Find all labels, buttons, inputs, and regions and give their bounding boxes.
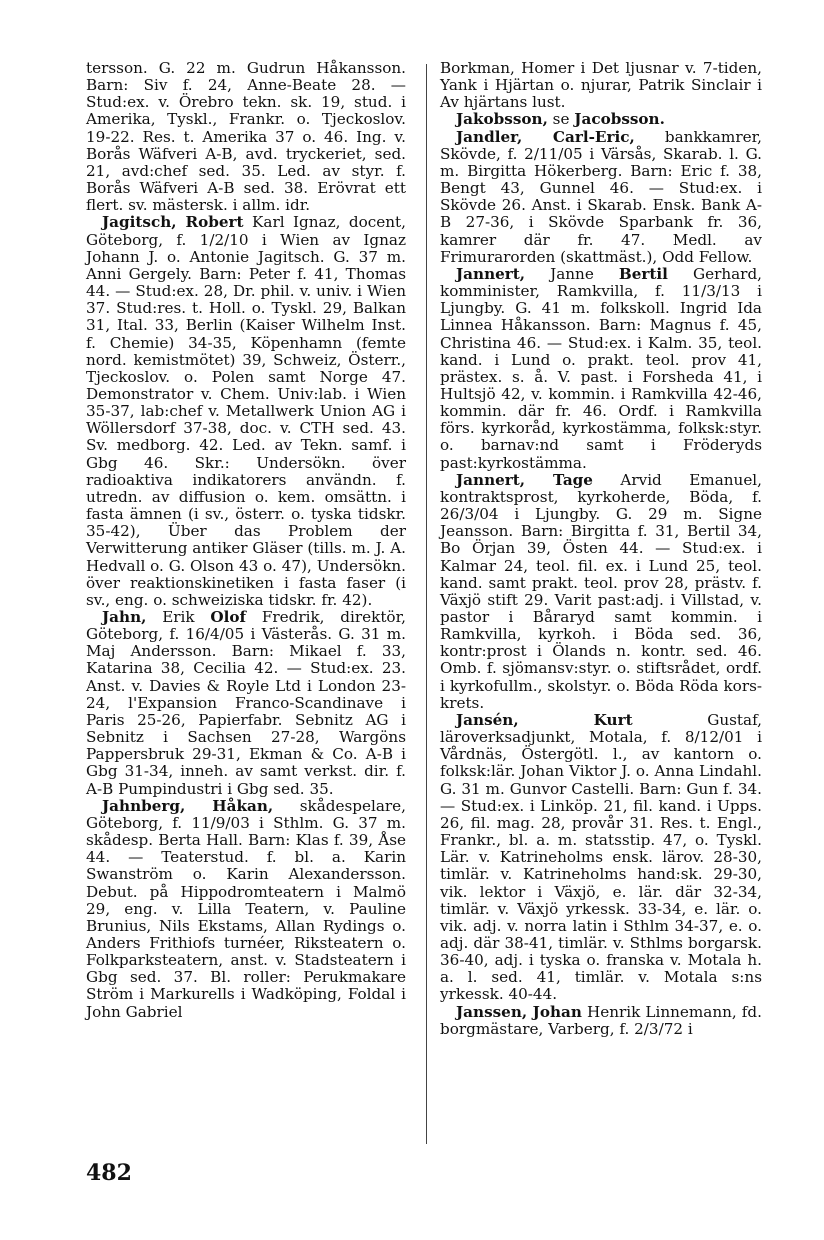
entry-jahnberg (86, 798, 406, 1021)
entry-jandler (440, 129, 762, 266)
entry-text: tersson. G. 22 m. Gudrun Håkansson. Barn: Siv f. 24, Anne-Beate 28. — Stud:ex. v. Örebro tekn. sk. 19, stud. i Amerika, Tyskl., Frankr. o. Tjeckoslov. 19-22. Res. t. Amerika 37 o. 46. Ing. v. Borås Wäfveri A-B, avd. tryckeriet, sed. 21, avd:chef sed. 35. Led. av styr. f. Borås Wäfveri A-B sed. 38. Erövrat ett flert. sv. mästersk. i allm. idr. (86, 59, 406, 215)
entry-jahn (86, 609, 406, 798)
entry-name: Jannert, Tage (456, 470, 593, 489)
entry-text: Erik (146, 608, 211, 626)
entry-jansen (440, 712, 762, 1004)
entry-text: Arvid Emanuel, kontraktsprost, kyrkoherde, Böda, f. 26/3/04 i Ljungby. G. 29 m. Signe Jeansson. Barn: Birgitta f. 31, Bertil 34, Bo Örjan 39, Östen 44. — Stud:ex. i Kalmar 24, teol. fil. ex. i Lund 25, teol. kand. samt prakt. teol. prov 28, prästv. f. Växjö stift 29. Varit past:adj. i Villstad, v. pastor i Båraryd samt kommin. i Ramkvilla, kyrkoh. i Böda sed. 36, kontr:prost i Ölands n. kontr. sed. 46. Omb. f. sjömansv:styr. o. stiftsrådet, ordf. i kyrkofullm., skolstyr. o. Böda Röda kors-krets. (440, 470, 762, 712)
entry-text: Henrik Linnemann, fd. borgmästare, Varberg, f. 2/3/72 i (440, 1002, 762, 1038)
entry-text: Fredrik, direktör, Göteborg, f. 16/4/05 i Västerås. G. 31 m. Maj Andersson. Barn: Mikael f. 33, Katarina 38, Cecilia 42. — Stud:ex. 23. Anst. v. Davies & Royle Ltd i London 23-24, l'Expansion Franco-Scandinave i Paris 25-26, Papierfabr. Sebnitz AG i Sebnitz i Sachsen 27-28, Wargöns Pappersbruk 29-31, Ekman & Co. A-B i Gbg 31-34, inneh. av samt verkst. dir. f. A-B Pumpindustri i Gbg sed. 35. (86, 608, 406, 798)
entry-name: Janssen, Johan (456, 1002, 582, 1021)
entry-text: Karl Ignaz, docent, Göteborg, f. 1/2/10 i Wien av Ignaz Johann J. o. Antonie Jagitsch. G. 37 m. Anni Gergely. Barn: Peter f. 41, Thomas 44. — Stud:ex. 28, Dr. phil. v. univ. i Wien 37. Stud:res. t. Holl. o. Tyskl. 29, Balkan 31, Ital. 33, Berlin (Kaiser Wilhelm Inst. f. Chemie) 34-35, Köpenhamn (femte nord. kemistmötet) 39, Schweiz, Österr., Tjeckoslov. o. Polen samt Norge 47. Demonstrator v. Chem. Univ:lab. i Wien 35-37, lab:chef v. Metallwerk Union AG i Wöllersdorf 37-38, doc. v. CTH sed. 43. Sv. medborg. 42. Led. av Tekn. samf. i Gbg 46. Skr.: Undersökn. över radioaktiva indikatorers användn. f. utredn. av diffusion o. kem. omsättn. i fasta ämnen (i sv., österr. o. tyska tidskr. 35-42), Über das Problem der Verwitterung antiker Gläser (tills. m. J. A. Hedvall o. G. Olson 43 o. 47), Undersökn. över reaktionskinetiken i fasta faser (i sv., eng. o. schweiziska tidskr. fr. 42). (86, 213, 406, 609)
entry-continuation (86, 60, 406, 214)
page-number: 482 (86, 1160, 132, 1186)
entry-name: Jannert, (456, 264, 526, 283)
entry-text: Janne (525, 264, 619, 283)
column-divider (426, 64, 427, 1144)
entry-jannert-bertil (440, 266, 762, 472)
right-column (440, 60, 762, 1038)
entry-text: Gustaf, läroverksadjunkt, Motala, f. 8/12/01 i Vårdnäs, Östergötl. l., av kantorn o. folksk:lär. Johan Viktor J. o. Anna Lindahl. G. 31 m. Gunvor Castelli. Barn: Gun f. 34. — Stud:ex. i Linköp. 21, fil. kand. i Upps. 26, fil. mag. 28, provår 31. Res. t. Engl., Frankr., bl. a. m. statsstip. 47, o. Tyskl. Lär. v. Katrineholms ensk. lärov. 28-30, timlär. v. Katrineholms hand:sk. 29-30, vik. lektor i Växjö, e. lär. där 32-34, timlär. v. Växjö yrkessk. 33-34, e. lär. o. vik. adj. v. norra latin i Sthlm 34-37, e. o. adj. där 38-41, timlär. v. Sthlms borgarsk. 36-40, adj. i tyska o. franska v. Motala h. a. l. sed. 41, timlär. v. Motala s:ns yrkessk. 40-44. (440, 710, 762, 1004)
entry-text: Borkman, Homer i Det ljusnar v. 7-tiden, Yank i Hjärtan o. njurar, Patrik Sinclair i Av hjärtans lust. (440, 59, 762, 112)
entry-jannert-tage (440, 472, 762, 712)
entry-name: Jansén, Kurt (456, 710, 633, 729)
entry-text: bankkamrer, Skövde, f. 2/11/05 i Värsås, Skarab. l. G. m. Birgitta Hökerberg. Barn: Eric f. 38, Bengt 43, Gunnel 46. — Stud:ex. i Skövde 26. Anst. i Skarab. Ensk. Bank A-B 27-36, i Skövde Sparbank fr. 36, kamrer där fr. 47. Medl. av Frimurarorden (skattmäst.), Odd Fellow. (440, 127, 762, 266)
entry-text: Gerhard, komminister, Ramkvilla, f. 11/3/13 i Ljungby. G. 41 m. folkskoll. Ingrid Ida Linnea Håkansson. Barn: Magnus f. 45, Christina 46. — Stud:ex. i Kalm. 35, teol. kand. i Lund o. prakt. teol. prov 41, prästex. s. å. V. past. i Forsheda 41, i Hultsjö 42, v. kommin. i Ramkvilla 42-46, kommin. där fr. 46. Ordf. i Ramkvilla förs. kyrkoråd, kyrkostämma, folksk:styr. o. barnav:nd samt i Fröderyds past:kyrkostämma. (440, 264, 762, 472)
entry-text: se (547, 110, 575, 129)
entry-name: Jandler, Carl-Eric, (456, 127, 635, 146)
entry-jakobsson (440, 111, 762, 128)
entry-name: Olof (210, 608, 247, 626)
entry-name: Jahnberg, Håkan, (102, 796, 274, 815)
left-column (86, 60, 406, 1021)
entry-jagitsch (86, 214, 406, 609)
entry-name: Jagitsch, Robert (102, 213, 244, 232)
entry-name: Jahn, (102, 608, 147, 626)
entry-name: Jakobsson, (456, 110, 548, 129)
entry-continuation (440, 60, 762, 111)
entry-name: Bertil (618, 264, 668, 283)
entry-janssen (440, 1004, 762, 1038)
entry-text: skådespelare, Göteborg, f. 11/9/03 i Sthlm. G. 37 m. skådesp. Berta Hall. Barn: Klas f. 39, Åse 44. — Teaterstud. f. bl. a. Karin Swanström o. Karin Alexandersson. Debut. på Hippodromteatern i Malmö 29, eng. v. Lilla Teatern, v. Pauline Brunius, Nils Ekstams, Allan Rydings o. Anders Frithiofs turnéer, Riksteatern o. Folkparksteatern, anst. v. Stadsteatern i Gbg sed. 37. Bl. roller: Perukmakare Ström i Markurells i Wadköping, Foldal i John Gabriel (86, 796, 406, 1021)
entry-name: Jacobsson. (574, 110, 665, 129)
